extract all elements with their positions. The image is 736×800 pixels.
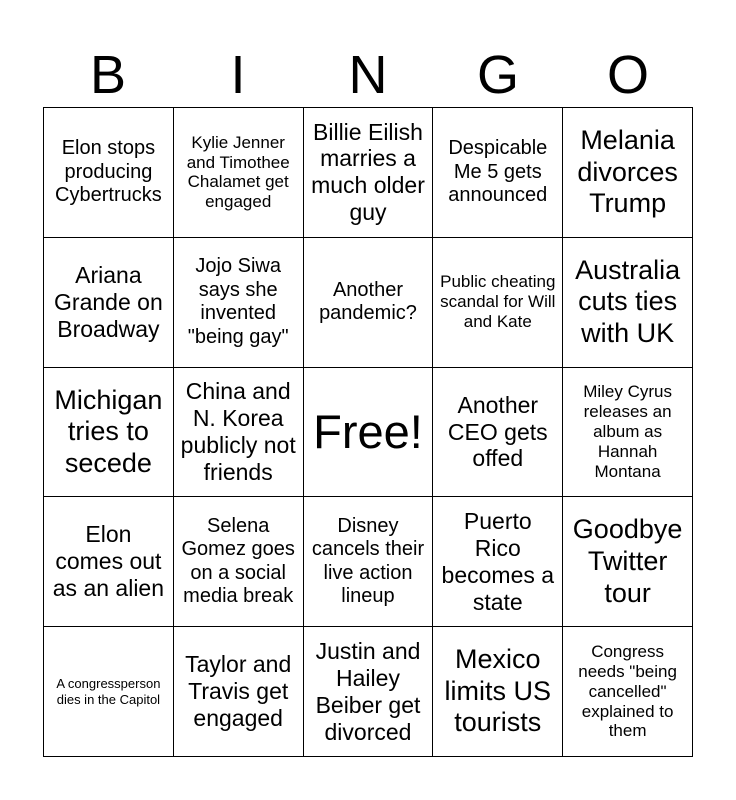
bingo-cell-r5c2[interactable]: Taylor and Travis get engaged bbox=[174, 627, 304, 757]
bingo-cell-r2c1[interactable]: Ariana Grande on Broadway bbox=[44, 238, 174, 368]
free-space-cell[interactable]: Free! bbox=[304, 368, 434, 498]
bingo-cell-r3c1[interactable]: Michigan tries to secede bbox=[44, 368, 174, 498]
bingo-cell-r1c1[interactable]: Elon stops producing Cybertrucks bbox=[44, 108, 174, 238]
bingo-cell-r4c2[interactable]: Selena Gomez goes on a social media break bbox=[174, 497, 304, 627]
bingo-cell-r5c5[interactable]: Congress needs "being cancelled" explained to them bbox=[563, 627, 693, 757]
bingo-cell-r3c2[interactable]: China and N. Korea publicly not friends bbox=[174, 368, 304, 498]
header-letter-i: I bbox=[230, 45, 246, 105]
header-letter-b: B bbox=[89, 45, 127, 105]
bingo-cell-r2c2[interactable]: Jojo Siwa says she invented "being gay" bbox=[174, 238, 304, 368]
header-letter-g: G bbox=[476, 45, 519, 105]
bingo-cell-r3c5[interactable]: Miley Cyrus releases an album as Hannah Montana bbox=[563, 368, 693, 498]
bingo-cell-r4c4[interactable]: Puerto Rico becomes a state bbox=[433, 497, 563, 627]
bingo-cell-r5c1[interactable]: A congressperson dies in the Capitol bbox=[44, 627, 174, 757]
bingo-cell-r4c5[interactable]: Goodbye Twitter tour bbox=[563, 497, 693, 627]
bingo-header bbox=[43, 44, 693, 106]
header-letter-o: O bbox=[606, 45, 649, 105]
bingo-cell-r1c3[interactable]: Billie Eilish marries a much older guy bbox=[304, 108, 434, 238]
bingo-cell-r3c4[interactable]: Another CEO gets offed bbox=[433, 368, 563, 498]
bingo-cell-r4c1[interactable]: Elon comes out as an alien bbox=[44, 497, 174, 627]
bingo-cell-r4c3[interactable]: Disney cancels their live action lineup bbox=[304, 497, 434, 627]
bingo-cell-r1c2[interactable]: Kylie Jenner and Timothee Chalamet get engaged bbox=[174, 108, 304, 238]
bingo-cell-r5c3[interactable]: Justin and Hailey Beiber get divorced bbox=[304, 627, 434, 757]
bingo-cell-r5c4[interactable]: Mexico limits US tourists bbox=[433, 627, 563, 757]
bingo-cell-r2c5[interactable]: Australia cuts ties with UK bbox=[563, 238, 693, 368]
bingo-cell-r1c5[interactable]: Melania divorces Trump bbox=[563, 108, 693, 238]
bingo-cell-r2c3[interactable]: Another pandemic? bbox=[304, 238, 434, 368]
bingo-cell-r2c4[interactable]: Public cheating scandal for Will and Kate bbox=[433, 238, 563, 368]
bingo-board bbox=[43, 107, 693, 757]
bingo-cell-r1c4[interactable]: Despicable Me 5 gets announced bbox=[433, 108, 563, 238]
header-letter-n: N bbox=[348, 45, 388, 105]
